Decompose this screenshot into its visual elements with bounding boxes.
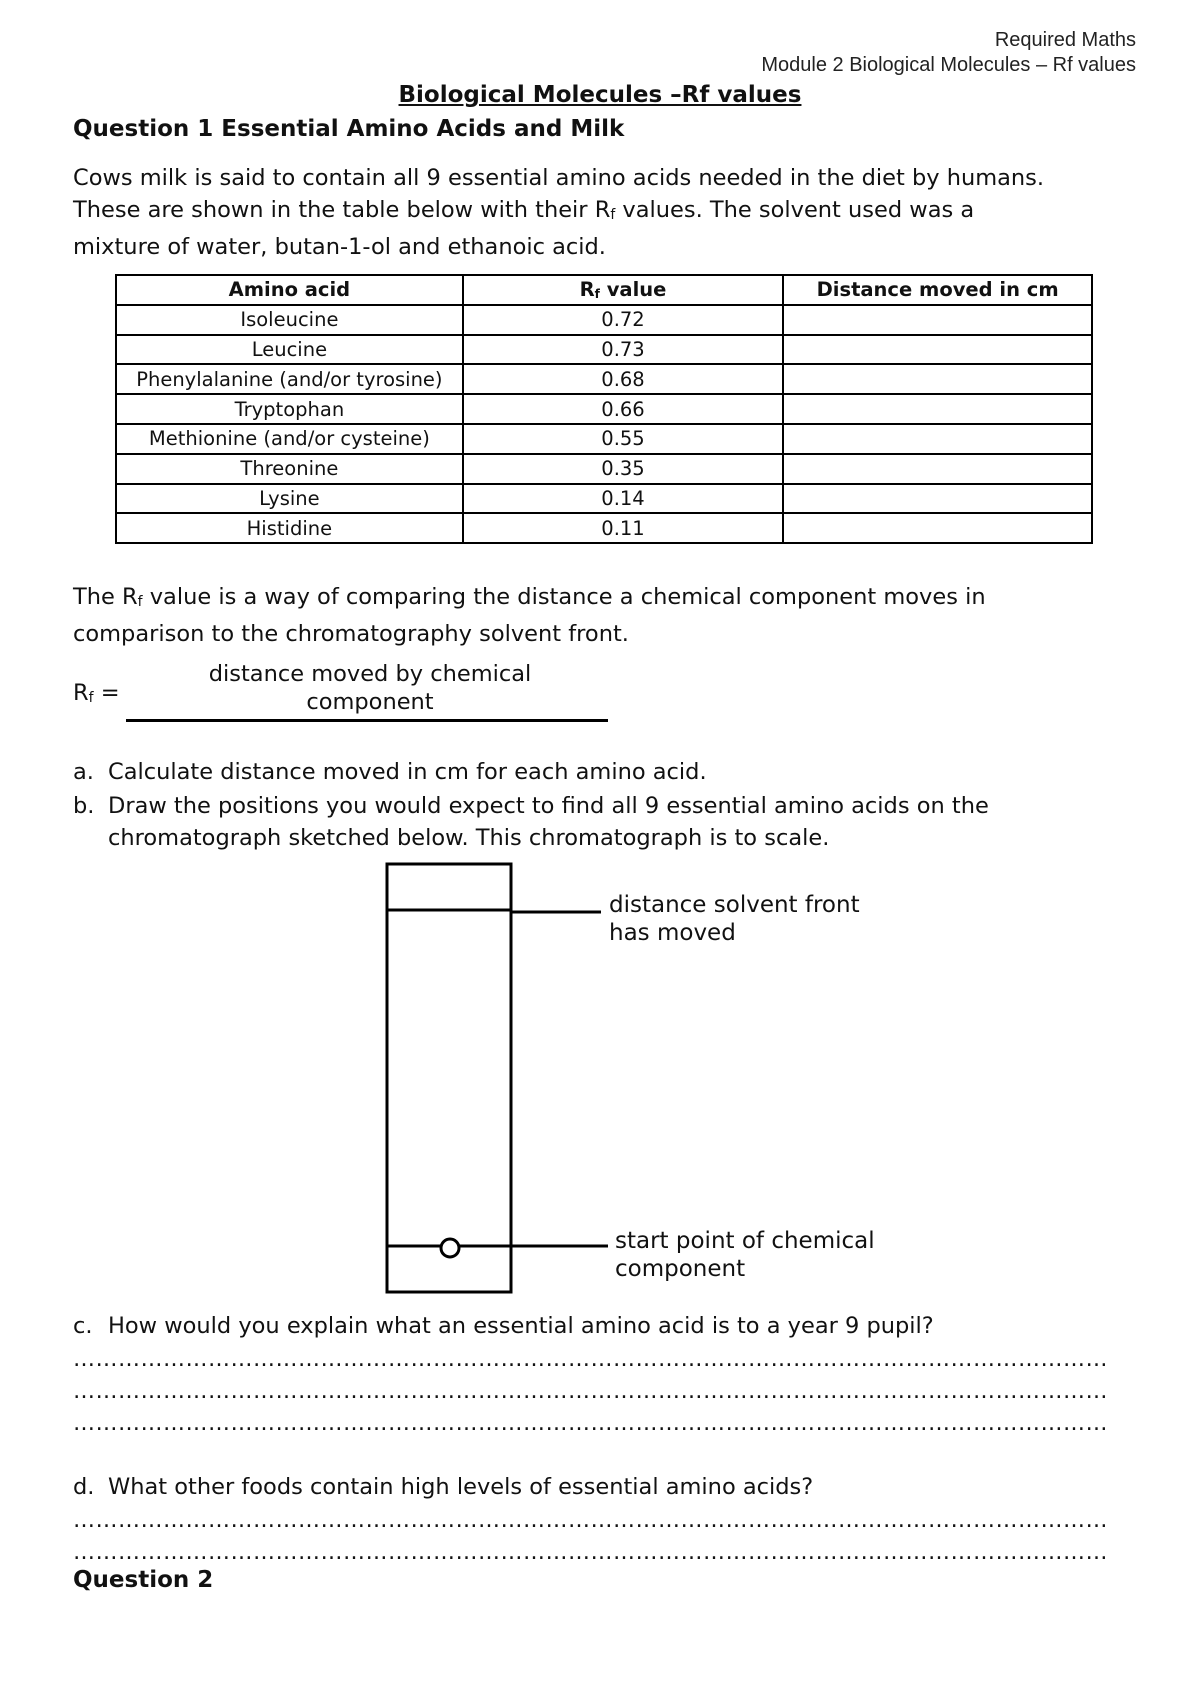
- cell-amino-acid: Tryptophan: [116, 394, 463, 424]
- rf-value-text: value: [599, 278, 667, 302]
- formula-equals: =: [93, 680, 120, 706]
- part-c-marker: c.: [73, 1313, 93, 1339]
- solvent-label-line-1: distance solvent front: [609, 892, 860, 918]
- cell-rf-value: 0.73: [463, 335, 783, 365]
- cell-amino-acid: Phenylalanine (and/or tyrosine): [116, 364, 463, 394]
- part-b-line-1: Draw the positions you would expect to find all 9 essential amino acids on the: [108, 793, 989, 819]
- solvent-front-label: [609, 891, 860, 947]
- intro-line-2a: These are shown in the table below with their R: [73, 197, 611, 223]
- numerator-line-1: distance moved by chemical: [208, 661, 532, 687]
- part-d-text: What other foods contain high levels of essential amino acids?: [108, 1474, 814, 1500]
- start-label-line-2: component: [615, 1256, 746, 1282]
- header-course: Required Maths: [994, 29, 1136, 51]
- intro-rf-sub: f: [610, 207, 616, 224]
- rf-para-line-2: comparison to the chromatography solvent front.: [73, 621, 629, 648]
- part-b-line-2: chromatograph sketched below. This chromatograph is to scale.: [108, 825, 830, 851]
- start-point-label: [615, 1227, 875, 1283]
- rf-r: R: [579, 278, 595, 302]
- formula-r: R: [73, 680, 89, 706]
- cell-amino-acid: Histidine: [116, 513, 463, 543]
- cell-amino-acid: Methionine (and/or cysteine): [116, 424, 463, 454]
- part-a-marker: a.: [73, 759, 94, 785]
- col-header-amino-acid: Amino acid: [116, 275, 463, 305]
- intro-line-2b: values. The solvent used was a: [615, 197, 975, 223]
- question2-heading: Question 2: [73, 1567, 214, 1593]
- header-module: Module 2 Biological Molecules – Rf values: [761, 54, 1136, 76]
- numerator-line-2: component: [306, 689, 434, 715]
- rf-sub: f: [594, 287, 600, 302]
- cell-rf-value: 0.55: [463, 424, 783, 454]
- chromatography-paper: [387, 864, 511, 1292]
- part-d: [73, 1471, 1173, 1503]
- part-d-marker: d.: [73, 1474, 95, 1500]
- cell-amino-acid: Leucine: [116, 335, 463, 365]
- formula-sub: f: [88, 690, 94, 707]
- rf-para-sub: f: [137, 594, 143, 611]
- answer-line-c1[interactable]: …………………………………………………………………………………………………………………………: [73, 1347, 1108, 1372]
- rf-para-b: value is a way of comparing the distance a chemical component moves in: [142, 584, 986, 610]
- part-c: [73, 1310, 1173, 1342]
- page-title: Biological Molecules –Rf values: [398, 82, 802, 108]
- answer-line-c3[interactable]: …………………………………………………………………………………………………………………………: [73, 1411, 1108, 1436]
- part-a-text: Calculate distance moved in cm for each amino acid.: [108, 759, 707, 785]
- part-c-text: How would you explain what an essential amino acid is to a year 9 pupil?: [108, 1313, 934, 1339]
- start-point-circle: [441, 1239, 459, 1257]
- answer-line-d2[interactable]: …………………………………………………………………………………………………………………………: [73, 1540, 1108, 1565]
- solvent-label-line-2: has moved: [609, 920, 736, 946]
- intro-line-1: Cows milk is said to contain all 9 essential amino acids needed in the diet by humans.: [73, 165, 1045, 191]
- cell-rf-value: 0.11: [463, 513, 783, 543]
- cell-amino-acid: Lysine: [116, 484, 463, 514]
- cell-rf-value: 0.72: [463, 305, 783, 335]
- part-b-marker: b.: [73, 793, 95, 819]
- answer-line-d1[interactable]: …………………………………………………………………………………………………………………………: [73, 1508, 1108, 1533]
- rf-para-a: The R: [73, 584, 138, 610]
- cell-rf-value: 0.66: [463, 394, 783, 424]
- cell-rf-value: 0.35: [463, 454, 783, 484]
- col-header-distance: Distance moved in cm: [783, 275, 1092, 305]
- cell-rf-value: 0.14: [463, 484, 783, 514]
- question1-heading: Question 1 Essential Amino Acids and Milk: [73, 116, 625, 142]
- cell-rf-value: 0.68: [463, 364, 783, 394]
- cell-amino-acid: Threonine: [116, 454, 463, 484]
- cell-amino-acid: Isoleucine: [116, 305, 463, 335]
- start-label-line-1: start point of chemical: [615, 1228, 875, 1254]
- answer-line-c2[interactable]: …………………………………………………………………………………………………………………………: [73, 1379, 1108, 1404]
- intro-line-3: mixture of water, butan-1-ol and ethanoic acid.: [73, 234, 606, 261]
